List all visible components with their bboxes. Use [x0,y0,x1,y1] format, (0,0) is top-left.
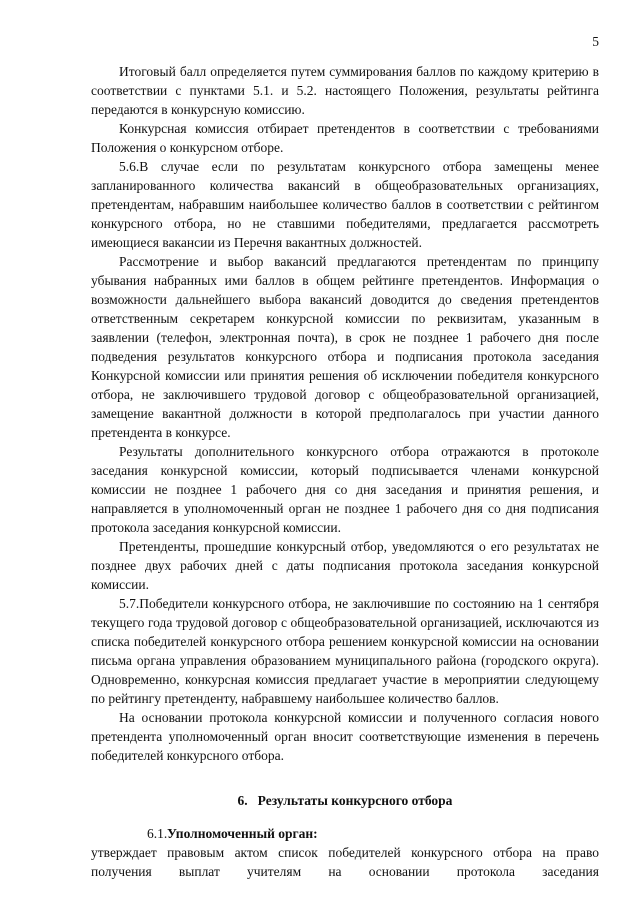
section-title: Результаты конкурсного отбора [257,793,453,808]
subsection-heading [91,824,599,843]
paragraph: Рассмотрение и выбор вакансий предлагаются претендентам по принципу убывания набранных ими баллов в общем рейтинге претендентов. Информация о возможности дальнейшего выбора вакансий доводится до сведения претендентов ответственным секретарем конкурсной комиссии по реквизитам, указанным в заявлении (телефон, электронная почта), в срок не позднее 1 рабочего дня после подведения результатов конкурсного отбора и подписания протокола заседания Конкурсной комиссии или принятия решения об исключении победителя конкурсного отбора, не заключившего трудовой договор с общеобразовательной организацией, замещение вакантной должности в которой предполагалось при участии данного претендента в конкурсе. [91,254,599,440]
paragraph: Конкурсная комиссия отбирает претендентов в соответствии с требованиями Положения о конкурсном отборе. [91,121,599,155]
closing-paragraph: утверждает правовым актом список победителей конкурсного отбора на право получения выплат учителям на основании протокола заседания [91,845,599,879]
paragraph: Итоговый балл определяется путем суммирования баллов по каждому критерию в соответствии с пунктами 5.1. и 5.2. настоящего Положения, результаты рейтинга передаются в конкурсную комиссию. [91,64,599,117]
section-heading [91,791,599,810]
paragraph: Претенденты, прошедшие конкурсный отбор, уведомляются о его результатах не позднее двух рабочих дней с даты подписания протокола заседания конкурсной комиссии. [91,539,599,592]
subsection-number: 6.1. [147,826,168,841]
paragraph: Результаты дополнительного конкурсного отбора отражаются в протоколе заседания конкурсной комиссии, который подписывается членами конкурсной комиссии не позднее 1 рабочего дня со дня заседания и принятия решения, и направляется в уполномоченный орган не позднее 1 рабочего дня со дня подписания протокола заседания конкурсной комиссии. [91,444,599,535]
paragraph: 5.7.Победители конкурсного отбора, не заключившие по состоянию на 1 сентября текущего года трудовой договор с общеобразовательной организацией, исключаются из списка победителей конкурсного отбора решением конкурсной комиссии на основании письма органа управления образованием муниципального района (городского округа). Одновременно, конкурсная комиссия предлагает участие в мероприятии следующему по рейтингу претенденту, набравшему наибольшее количество баллов. [91,596,599,706]
paragraph: 5.6.В случае если по результатам конкурсного отбора замещены менее запланированного количества вакансий в общеобразовательных организациях, претендентам, набравшим наибольшее количество баллов в соответствии с рейтингом конкурсного отбора, но не ставшими победителями, предлагается рассмотреть имеющиеся вакансии из Перечня вакантных должностей. [91,159,599,250]
section-number: 6. [237,793,248,808]
subsection-title: Уполномоченный орган: [167,826,318,841]
document-body [91,62,599,881]
paragraph: На основании протокола конкурсной комиссии и полученного согласия нового претендента уполномоченный орган вносит соответствующие изменения в перечень победителей конкурсного отбора. [91,710,599,763]
page-number: 5 [592,34,599,49]
